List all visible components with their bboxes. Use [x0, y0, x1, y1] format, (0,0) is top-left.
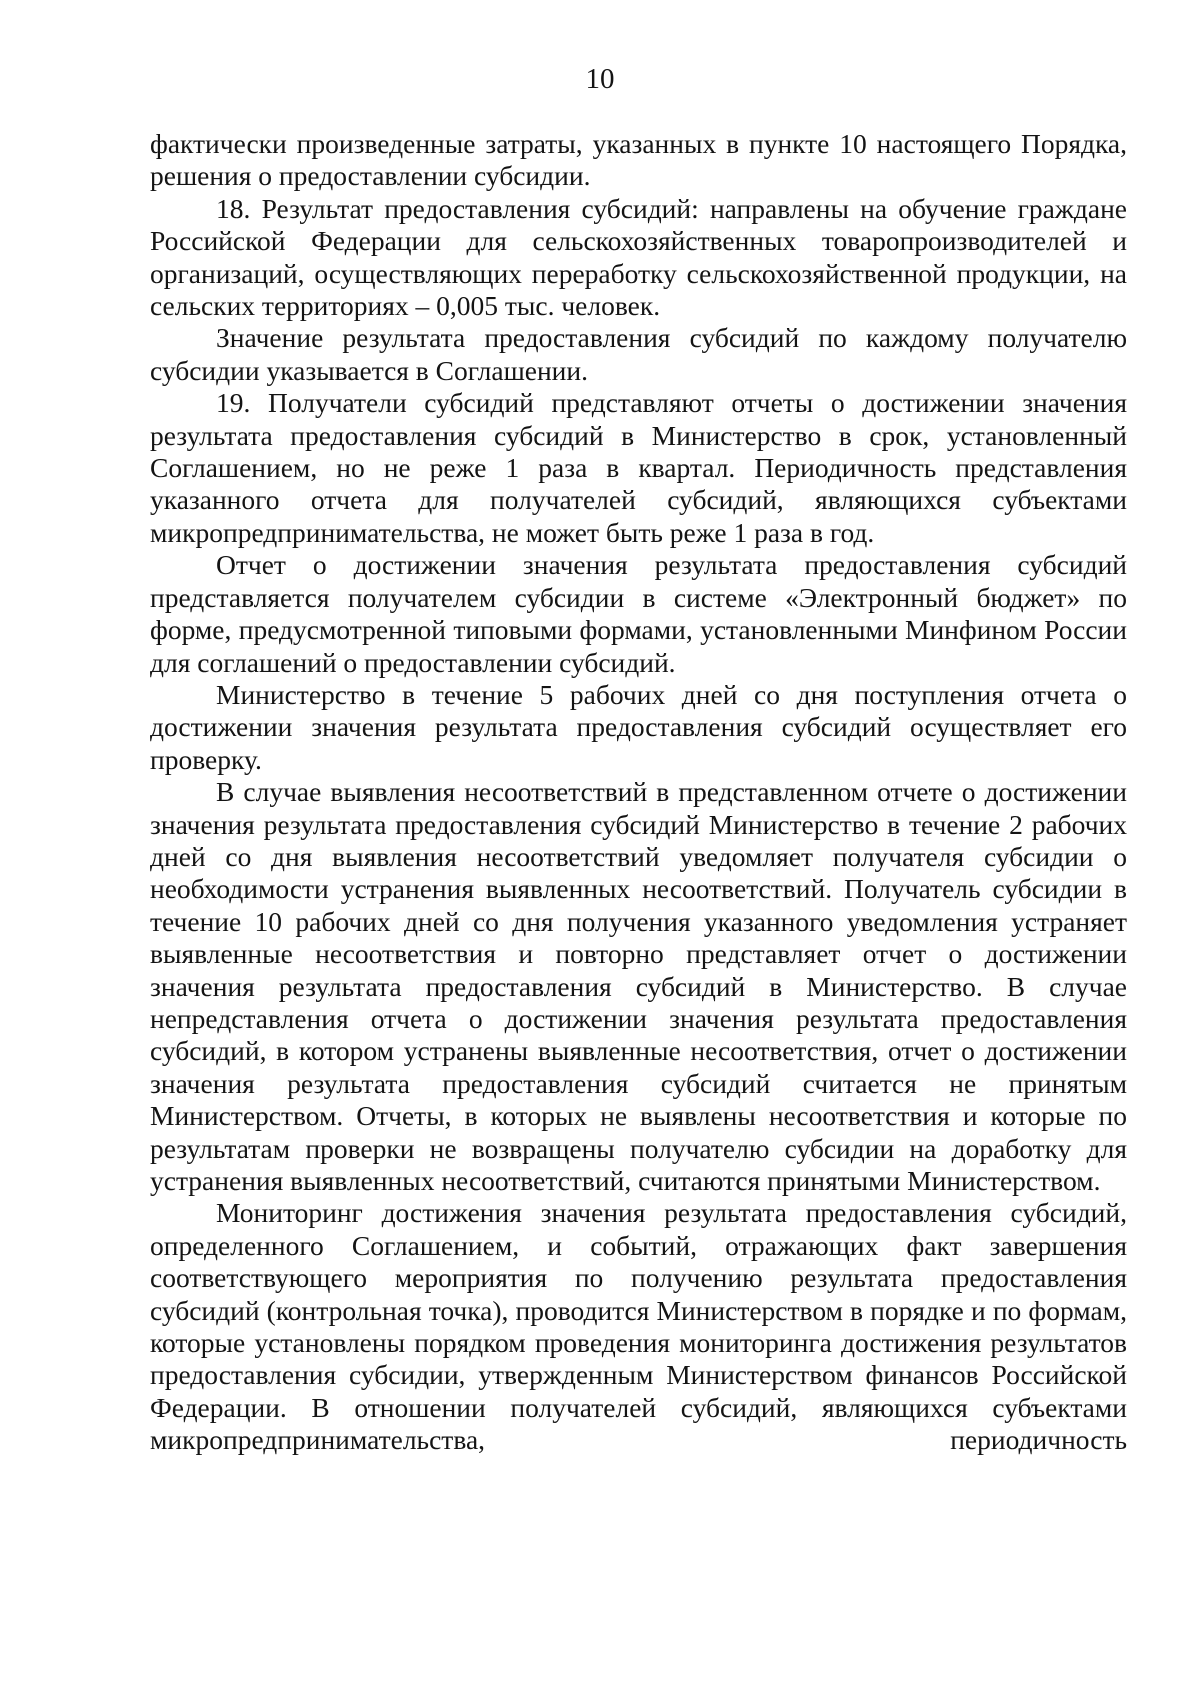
- paragraph-item-18: 18. Результат предоставления субсидий: направлены на обучение граждане Российской Федерации для сельскохозяйственных товаропроизводителей и организаций, осуществляющих переработку сельскохозяйственной продукции, на сельских территориях – 0,005 тыс. человек.: [150, 192, 1127, 322]
- page-number: 10: [585, 63, 615, 95]
- paragraph-item-19: 19. Получатели субсидий представляют отчеты о достижении значения результата предоставления субсидий в Министерство в срок, установленный Соглашением, но не реже 1 раза в квартал. Периодичность представления указанного отчета для получателей субсидий, являющихся субъектами микропредпринимательства, не может быть реже 1 раза в год.: [150, 387, 1127, 548]
- paragraph-monitoring: Мониторинг достижения значения результата предоставления субсидий, определенного Соглашением, и событий, отражающих факт завершения соответствующего мероприятия по получению результата предоставления субсидий (контрольная точка), проводится Министерством в порядке и по формам, которые установлены порядком проведения мониторинга достижения результатов предоставления субсидии, утвержденным Министерством финансов Российской Федерации. В отношении получателей субсидий, являющихся субъектами микропредпринимательства, периодичность: [150, 1197, 1127, 1456]
- paragraph-discrepancies: В случае выявления несоответствий в представленном отчете о достижении значения результата предоставления субсидий Министерство в течение 2 рабочих дней со дня выявления несоответствий уведомляет получателя субсидии о необходимости устранения выявленных несоответствий. Получатель субсидии в течение 10 рабочих дней со дня получения указанного уведомления устраняет выявленные несоответствия и повторно представляет отчет о достижении значения результата предоставления субсидий в Министерство. В случае непредставления отчета о достижении значения результата предоставления субсидий, в котором устранены выявленные несоответствия, отчет о достижении значения результата предоставления субсидий считается не принятым Министерством. Отчеты, в которых не выявлены несоответствия и которые по результатам проверки не возвращены получателю субсидии на доработку для устранения выявленных несоответствий, считаются принятыми Министерством.: [150, 776, 1127, 1196]
- document-body: [150, 128, 1127, 1457]
- paragraph-report-submission: Отчет о достижении значения результата предоставления субсидий представляется получателем субсидии в системе «Электронный бюджет» по форме, предусмотренной типовыми формами, установленными Минфином России для соглашений о предоставлении субсидий.: [150, 549, 1127, 678]
- paragraph-result-value: Значение результата предоставления субсидий по каждому получателю субсидии указывается в Соглашении.: [150, 322, 1127, 386]
- paragraph-continuation: фактически произведенные затраты, указанных в пункте 10 настоящего Порядка, решения о предоставлении субсидии.: [150, 128, 1127, 192]
- paragraph-report-check: Министерство в течение 5 рабочих дней со дня поступления отчета о достижении значения результата предоставления субсидий осуществляет его проверку.: [150, 678, 1127, 775]
